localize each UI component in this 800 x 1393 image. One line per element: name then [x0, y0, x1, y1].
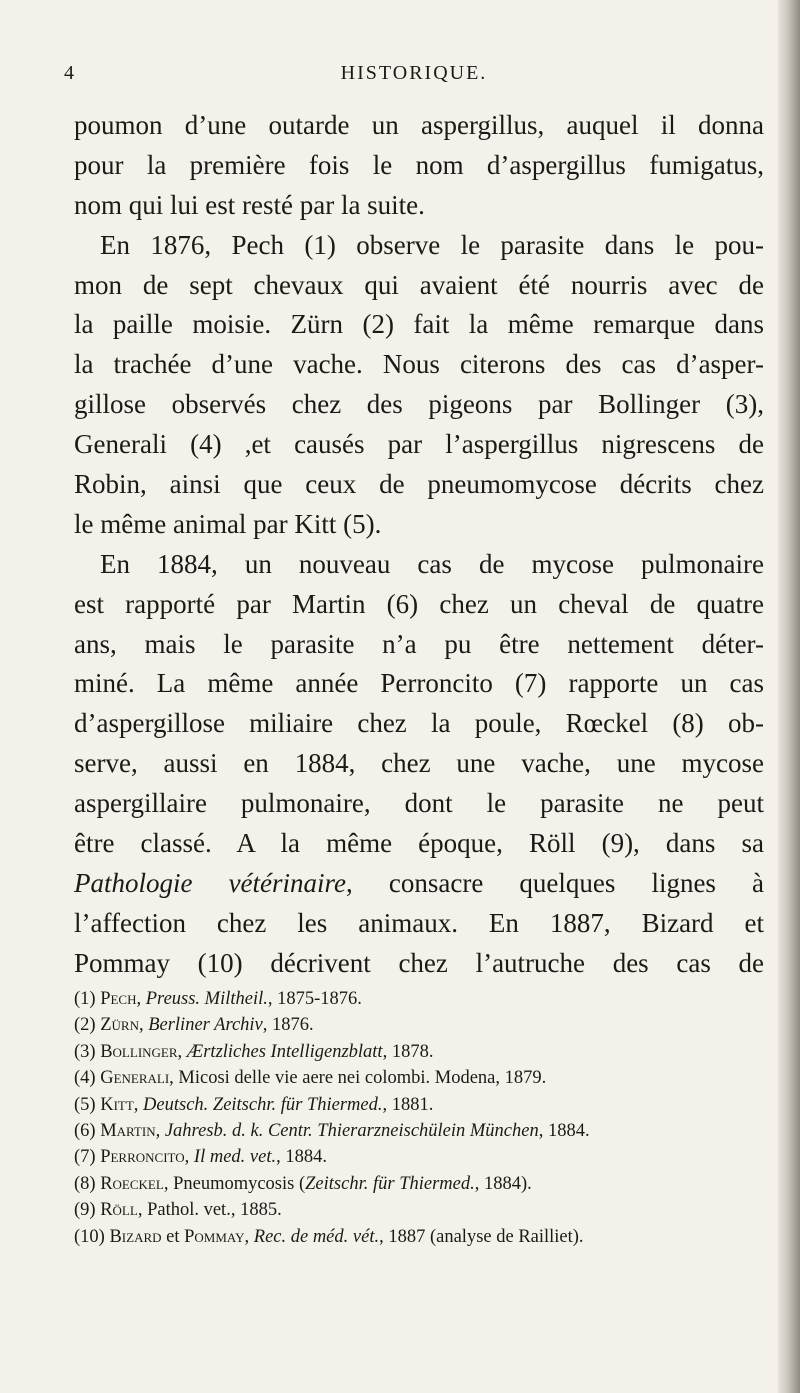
- footnote-text: , 1884.: [276, 1147, 327, 1168]
- text-line: [74, 864, 764, 904]
- footnote-number: (8): [74, 1173, 96, 1194]
- text-line: serve, aussi en 1884, chez une vache, une mycose: [74, 748, 764, 779]
- page-number: 4: [64, 62, 74, 84]
- text-line: aspergillaire pulmonaire, dont le parasite ne peut: [74, 788, 764, 819]
- text-line: Robin, ainsi que ceux de pneumomycose décrits chez: [74, 469, 764, 500]
- text-line: la paille moisie. Zürn (2) fait la même remarque dans: [74, 309, 764, 340]
- text-line: miné. La même année Perroncito (7) rapporte un cas: [74, 668, 764, 699]
- footnote: [74, 1065, 774, 1091]
- footnote-author: Bizard: [109, 1226, 162, 1247]
- text-line: gillose observés chez des pigeons par Bollinger (3),: [74, 389, 764, 420]
- text-line: pour la première fois le nom d’aspergillus fumigatus,: [74, 149, 764, 180]
- footnote-author: Pommay: [184, 1226, 245, 1247]
- text-line: d’aspergillose miliaire chez la poule, Rœckel (8) ob-: [74, 708, 764, 739]
- footnote-number: (1): [74, 989, 96, 1009]
- footnote-source: Preuss. Miltheil.: [145, 989, 268, 1009]
- footnote-text: ,: [138, 1015, 149, 1036]
- footnote-source: Jahresb. d. k. Centr. Thierarzneischülein München: [164, 1120, 539, 1141]
- footnote-author: Generali: [100, 1068, 170, 1089]
- footnote-text: , Pneumomycosis (: [163, 1173, 306, 1194]
- footnote-source: Ærtzliches Intelligenzblatt: [186, 1041, 383, 1062]
- footnote-text: ,: [133, 1094, 144, 1115]
- footnote-text: ,: [177, 1041, 187, 1062]
- footnote-number: (4): [74, 1068, 96, 1089]
- footnote-text: , 1884).: [474, 1173, 532, 1194]
- footnote: [74, 1197, 774, 1223]
- footnote-author: Perroncito: [100, 1147, 185, 1168]
- footnote-text: et: [161, 1226, 185, 1247]
- footnote-text: , Pathol. vet., 1885.: [137, 1200, 282, 1221]
- page-edge-shadow: [778, 0, 800, 1393]
- footnote: [74, 986, 774, 1012]
- text-line: l’affection chez les animaux. En 1887, Bizard et: [74, 907, 764, 938]
- footnote-number: (3): [74, 1041, 96, 1062]
- footnote-source: Berliner Archiv: [148, 1015, 263, 1036]
- footnote: [74, 1092, 774, 1118]
- text-line: En 1876, Pech (1) observe le parasite dans le pou-: [100, 229, 764, 260]
- text-line: ans, mais le parasite n’a pu être nettement déter-: [74, 628, 764, 659]
- footnote-text: , 1887 (analyse de Railliet).: [379, 1226, 584, 1247]
- book-title: Pathologie vétérinaire: [74, 867, 347, 898]
- footnote: [74, 1039, 774, 1065]
- footnote-source: Deutsch. Zeitschr. für Thiermed.: [143, 1094, 383, 1115]
- footnote-author: Röll: [100, 1200, 138, 1221]
- text-line: est rapporté par Martin (6) chez un cheval de quatre: [74, 588, 764, 619]
- footnote: [74, 1012, 774, 1038]
- footnote-text: ,: [155, 1120, 165, 1141]
- footnote-number: (7): [74, 1147, 96, 1168]
- page-header: [64, 62, 764, 90]
- footnote-text: ,: [244, 1226, 254, 1247]
- footnote-text: , 1875-1876.: [267, 989, 362, 1009]
- footnote-number: (2): [74, 1015, 96, 1036]
- text-fragment: , consacre quelques lignes à: [346, 867, 765, 898]
- text-line: être classé. A la même époque, Röll (9), dans sa: [74, 828, 764, 859]
- footnote-text: ,: [136, 989, 146, 1009]
- footnote: [74, 1224, 774, 1250]
- footnote-text: , 1881.: [382, 1094, 434, 1115]
- footnote-source: Rec. de méd. vét.: [253, 1226, 380, 1247]
- footnote: [74, 1118, 774, 1144]
- footnote-number: (10): [74, 1226, 105, 1247]
- text-line: la trachée d’une vache. Nous citerons des cas d’asper-: [74, 349, 764, 380]
- footnote-number: (5): [74, 1094, 96, 1115]
- footnote-source: Il med. vet.: [193, 1147, 277, 1168]
- footnote-text: ,: [184, 1147, 194, 1168]
- footnote-text: , 1884.: [538, 1120, 590, 1141]
- text-line: Generali (4) ,et causés par l’aspergillus nigrescens de: [74, 429, 764, 460]
- footnote-author: Pech: [100, 989, 137, 1009]
- footnote-author: Zürn: [100, 1015, 139, 1036]
- footnote-author: Roeckel: [100, 1173, 164, 1194]
- body-text: [74, 106, 764, 984]
- footnote-author: Bollinger: [100, 1041, 178, 1062]
- text-line: nom qui lui est resté par la suite.: [74, 189, 425, 220]
- footnote-source: Zeitschr. für Thiermed.: [305, 1173, 475, 1194]
- text-line: poumon d’une outarde un aspergillus, auquel il donna: [74, 110, 764, 140]
- footnotes: [74, 986, 774, 1250]
- footnote-author: Martin: [100, 1120, 156, 1141]
- text-line: mon de sept chevaux qui avaient été nourris avec de: [74, 269, 764, 300]
- footnote-author: Kitt: [100, 1094, 134, 1115]
- text-line: En 1884, un nouveau cas de mycose pulmonaire: [100, 548, 764, 579]
- text-line: le même animal par Kitt (5).: [74, 508, 382, 539]
- footnote: [74, 1144, 774, 1170]
- footnote: [74, 1171, 774, 1197]
- footnote-text: , 1876.: [262, 1015, 314, 1036]
- running-head: HISTORIQUE.: [340, 62, 488, 84]
- footnote-text: , 1878.: [382, 1041, 434, 1062]
- footnote-number: (9): [74, 1200, 96, 1221]
- footnote-text: , Micosi delle vie aere nei colombi. Modena, 1879.: [169, 1068, 547, 1089]
- text-line: Pommay (10) décrivent chez l’autruche des cas de: [74, 947, 764, 978]
- footnote-number: (6): [74, 1120, 96, 1141]
